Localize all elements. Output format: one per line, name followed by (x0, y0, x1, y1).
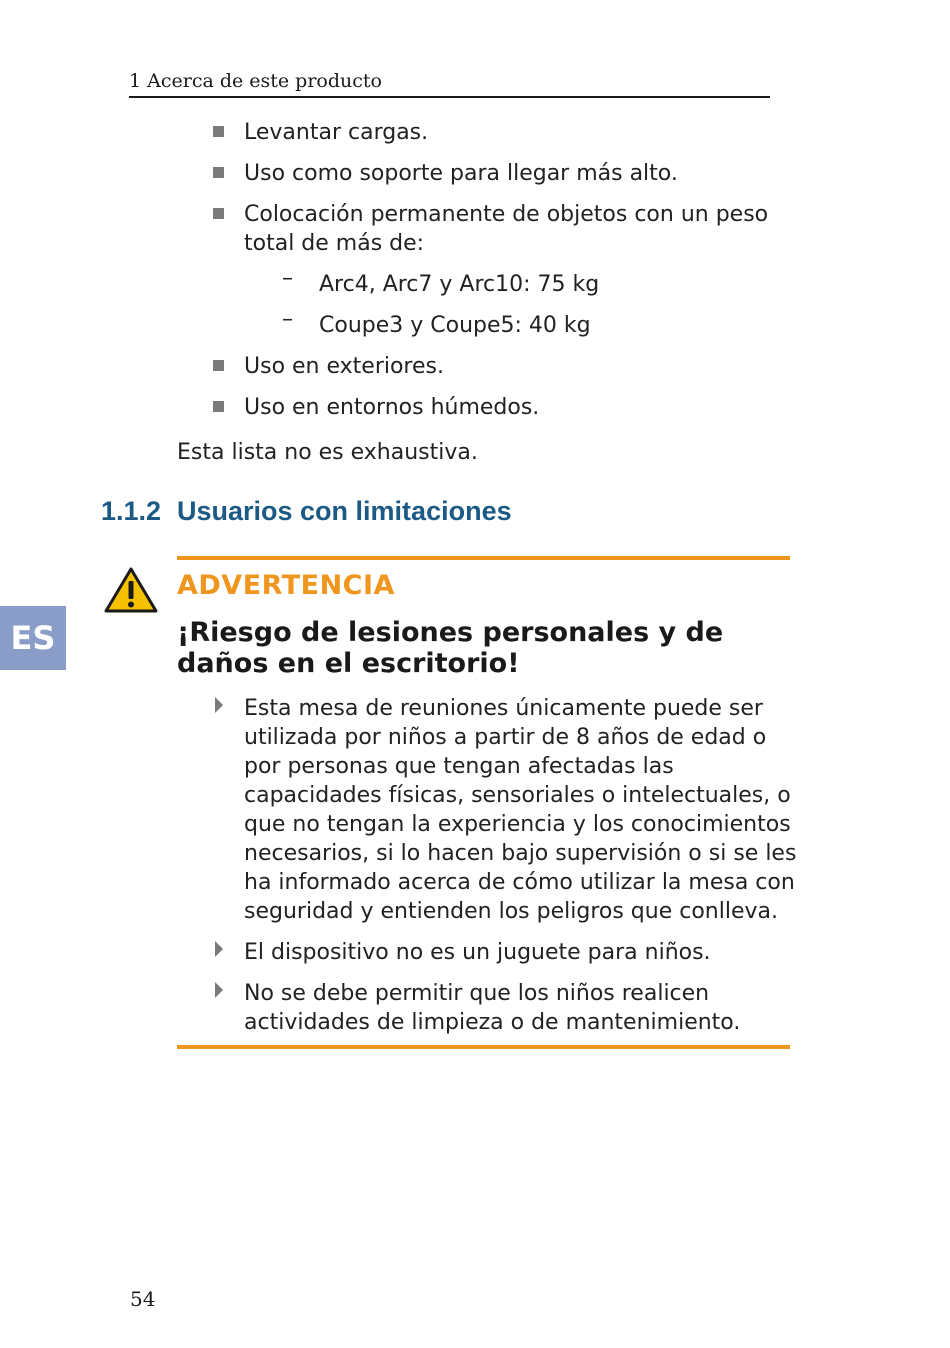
warning-title: ADVERTENCIA (177, 570, 395, 601)
triangle-bullet-icon (215, 697, 223, 713)
warning-headline: ¡Riesgo de lesiones personales y de daños en el escritorio! (177, 617, 724, 679)
instruction-text: El dispositivo no es un juguete para niños. (244, 940, 711, 965)
page-number: 54 (130, 1287, 156, 1311)
sublist-item-text: Arc4, Arc7 y Arc10: 75 kg (319, 272, 600, 297)
instruction-item (213, 979, 803, 1037)
instruction-text: No se debe permitir que los niños realicen actividades de limpieza o de mantenimiento. (244, 981, 741, 1035)
warning-instructions-list (213, 694, 803, 1049)
dash-bullet-icon: – (282, 307, 293, 332)
prohibited-uses-list (213, 118, 793, 434)
list-item-text: Uso en exteriores. (244, 354, 444, 379)
list-item (213, 393, 793, 422)
language-tab: ES (0, 606, 66, 670)
list-item-text: Uso como soporte para llegar más alto. (244, 161, 678, 186)
square-bullet-icon (213, 208, 224, 219)
square-bullet-icon (213, 401, 224, 412)
instruction-item (213, 694, 803, 926)
instruction-text: Esta mesa de reuniones únicamente puede ser utilizada por niños a partir de 8 años de edad o por personas que tengan afectadas las capacidades físicas, sensoriales o intelectuales, o que no tengan la experiencia y los conocimientos necesarios, si lo hacen bajo supervisión o si se les ha informado acerca de cómo utilizar la mesa con seguridad y entienden los peligros que conlleva. (244, 696, 797, 924)
triangle-bullet-icon (215, 982, 223, 998)
section-heading (101, 496, 512, 527)
list-item (213, 118, 793, 147)
list-item-text: Levantar cargas. (244, 120, 429, 145)
running-header: 1 Acerca de este producto (129, 70, 770, 98)
dash-bullet-icon: – (282, 266, 293, 291)
section-number: 1.1.2 (101, 496, 162, 526)
square-bullet-icon (213, 167, 224, 178)
weight-limits-sublist (244, 266, 793, 340)
list-item (213, 159, 793, 188)
warning-triangle-icon (104, 566, 158, 614)
square-bullet-icon (213, 360, 224, 371)
warning-top-rule (177, 556, 790, 560)
sublist-item (282, 266, 793, 299)
square-bullet-icon (213, 126, 224, 137)
triangle-bullet-icon (215, 941, 223, 957)
list-item-text: Colocación permanente de objetos con un peso total de más de: (244, 202, 769, 256)
warning-bottom-rule (177, 1045, 790, 1049)
instruction-item (213, 938, 803, 967)
list-item (213, 200, 793, 340)
list-item (213, 352, 793, 381)
sublist-item (282, 307, 793, 340)
sublist-item-text: Coupe3 y Coupe5: 40 kg (319, 313, 591, 338)
section-title: Usuarios con limitaciones (177, 496, 512, 526)
list-item-text: Uso en entornos húmedos. (244, 395, 540, 420)
list-note: Esta lista no es exhaustiva. (177, 440, 478, 465)
